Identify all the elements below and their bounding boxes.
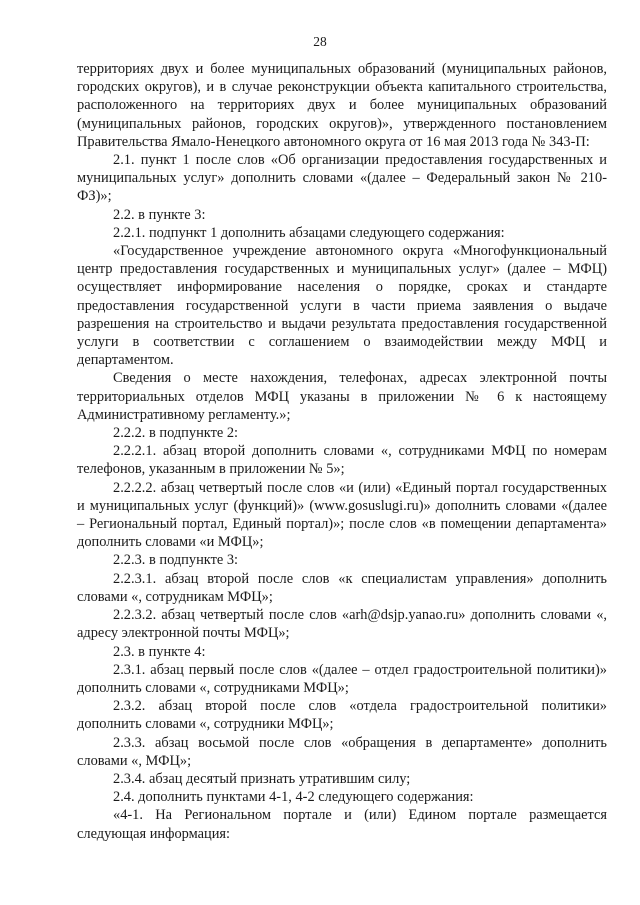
paragraph: 2.3.3. абзац восьмой после слов «обращения в департаменте» дополнить словами «, МФЦ»; — [77, 734, 607, 769]
paragraph: 2.2.3. в подпункте 3: — [113, 552, 239, 569]
paragraph: 2.3. в пункте 4: — [113, 643, 206, 660]
paragraph: 2.2.1. подпункт 1 дополнить абзацами следующего содержания: — [113, 224, 505, 241]
paragraph: 2.2.2. в подпункте 2: — [113, 425, 239, 442]
paragraph: территориях двух и более муниципальных образований (муниципальных районов, городских округов), и в случае реконструкции объекта капитального строительства, расположенного на территориях двух и более муниципальных образований (муниципальных районов, городских округов)», утвержденного постановлением Правительства Ямало-Ненецкого автономного округа от 16 мая 2013 года № 343-П: — [77, 61, 607, 150]
paragraph: 2.2.2.2. абзац четвертый после слов «и (или) «Единый портал государственных и муниципальных услуг (функций)» (www.gosuslugi.ru)» дополнить словами «(далее – Региональный портал, Единый портал)»; после слов «в помещении департамента» дополнить словами «и МФЦ»; — [77, 479, 607, 551]
paragraph: 2.2.3.1. абзац второй после слов «к специалистам управления» дополнить словами «, сотрудникам МФЦ»; — [77, 570, 607, 605]
paragraph: 2.1. пункт 1 после слов «Об организации предоставления государственных и муниципальных услуг» дополнить словами «(далее – Федеральный закон № 210-ФЗ)»; — [77, 152, 607, 205]
paragraph: 2.3.1. абзац первый после слов «(далее – отдел градостроительной политики)» дополнить словами «, сотрудниками МФЦ»; — [77, 661, 607, 696]
paragraph: 2.2.3.2. абзац четвертый после слов «arh@dsjp.yanao.ru» дополнить словами «, адресу электронной почты МФЦ»; — [77, 607, 607, 642]
paragraph: 2.3.4. абзац десятый признать утратившим силу; — [113, 770, 411, 787]
paragraph: «4-1. На Региональном портале и (или) Едином портале размещается следующая информация: — [77, 807, 607, 842]
paragraph: 2.2. в пункте 3: — [113, 206, 206, 223]
paragraph: 2.4. дополнить пунктами 4-1, 4-2 следующего содержания: — [113, 789, 474, 806]
paragraph: 2.2.2.1. абзац второй дополнить словами «, сотрудниками МФЦ по номерам телефонов, указанным в приложении № 5»; — [77, 443, 607, 478]
paragraph: «Государственное учреждение автономного округа «Многофункциональный центр предоставления государственных и муниципальных услуг» (далее – МФЦ) осуществляет информирование населения о порядке, сроках и стандарте предоставления государственной услуги в части приема заявления о выдаче разрешения на строительство и выдачи результата предоставления государственной услуги в соответствии с соглашением о взаимодействии между МФЦ и департаментом. — [77, 243, 607, 369]
document-body — [77, 60, 607, 843]
paragraph: 2.3.2. абзац второй после слов «отдела градостроительной политики» дополнить словами «, сотрудники МФЦ»; — [77, 698, 607, 733]
paragraph: Сведения о месте нахождения, телефонах, адресах электронной почты территориальных отделов МФЦ указаны в приложении № 6 к настоящему Административному регламенту.»; — [77, 370, 607, 423]
page-number: 28 — [313, 34, 327, 49]
